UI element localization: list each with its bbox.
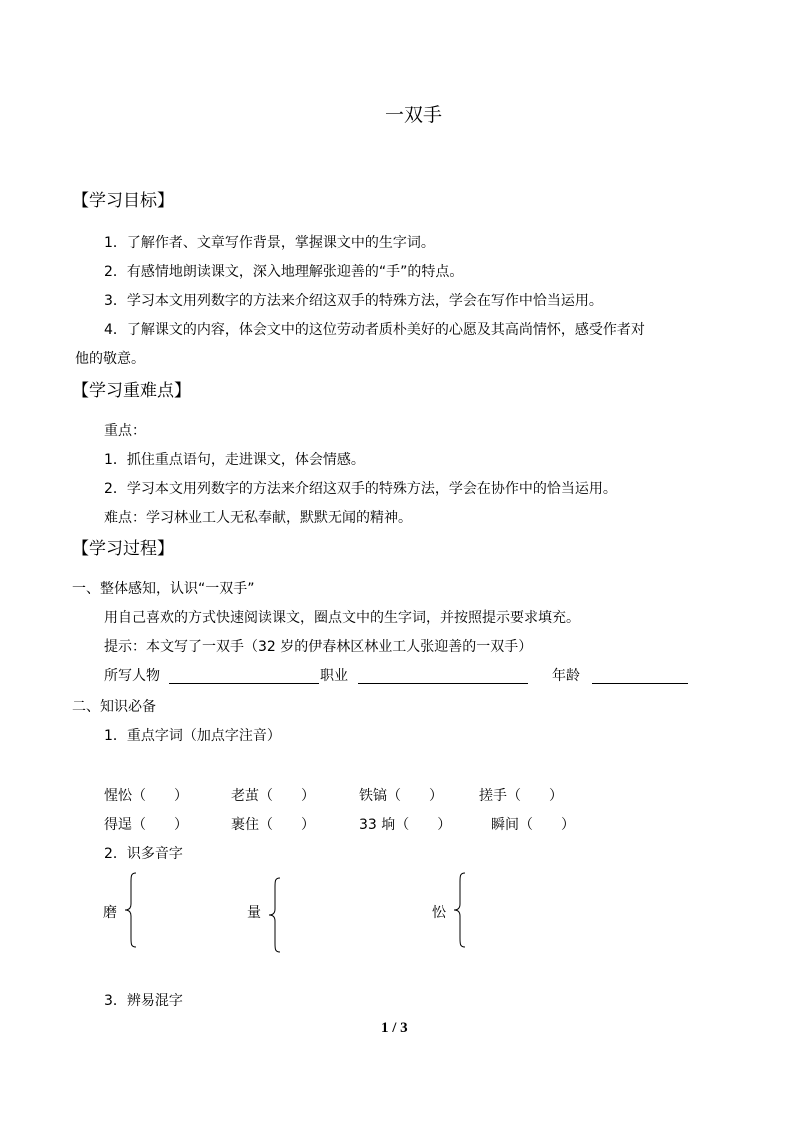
sub1-title: 1．重点字词（加点字注音） [104, 728, 281, 744]
focus-label: 重点： [104, 423, 146, 439]
part1-instruction: 用自己喜欢的方式快速阅读课文，圈点文中的生字词，并按照提示要求填充。 [104, 610, 580, 626]
part2-title: 二、知识必备 [72, 699, 156, 715]
objective-item-4-cont: 他的敬意。 [75, 351, 145, 367]
focus-item-1: 1．抓住重点语句，走进课文，体会情感。 [104, 452, 365, 468]
objective-item-4: 4．了解课文的内容，体会文中的这位劳动者质朴美好的心愿及其高尚情怀，感受作者对 [104, 322, 645, 338]
page-indicator: 1 / 3 [381, 1020, 408, 1036]
left-brace-icon [122, 872, 140, 948]
focus-item-2: 2．学习本文用列数字的方法来介绍这双手的特殊方法，学会在协作中的恰当运用。 [104, 481, 617, 497]
left-brace-icon [451, 872, 469, 948]
field-person-input[interactable] [169, 669, 319, 684]
field-age-label: 年龄 [552, 668, 580, 684]
word-item: 得逞（ ） [104, 817, 188, 833]
sub2-title: 2．识多音字 [104, 846, 183, 862]
process-heading: 【学习过程】 [72, 539, 174, 559]
left-brace-icon [266, 877, 284, 953]
objective-item-1: 1．了解作者、文章写作背景，掌握课文中的生字词。 [104, 235, 435, 251]
document-title: 一双手 [385, 104, 443, 126]
key-points-heading: 【学习重难点】 [72, 381, 191, 401]
field-job-input[interactable] [358, 669, 528, 684]
word-item: 老茧（ ） [231, 788, 315, 804]
word-item: 铁镐（ ） [359, 788, 443, 804]
polyphone-char-1: 磨 [103, 905, 117, 921]
field-job-label: 职业 [320, 668, 348, 684]
word-item: 惺忪（ ） [104, 788, 188, 804]
part1-title: 一、整体感知，认识“一双手” [72, 581, 255, 597]
objectives-heading: 【学习目标】 [72, 191, 174, 211]
part1-hint: 提示：本文写了一双手（32 岁的伊春林区林业工人张迎善的一双手） [104, 639, 533, 655]
polyphone-char-3: 忪 [432, 905, 446, 921]
field-person-label: 所写人物 [104, 668, 160, 684]
word-item: 搓手（ ） [479, 788, 563, 804]
difficulty-text: 难点：学习林业工人无私奉献，默默无闻的精神。 [104, 510, 412, 526]
word-item: 33 垧（ ） [359, 817, 452, 833]
polyphone-char-2: 量 [247, 905, 261, 921]
sub3-title: 3．辨易混字 [104, 993, 183, 1009]
field-age-input[interactable] [592, 669, 688, 684]
objective-item-3: 3．学习本文用列数字的方法来介绍这双手的特殊方法，学会在写作中恰当运用。 [104, 293, 603, 309]
word-item: 瞬间（ ） [491, 817, 575, 833]
word-item: 裹住（ ） [231, 817, 315, 833]
objective-item-2: 2．有感情地朗读课文，深入地理解张迎善的“手”的特点。 [104, 264, 464, 280]
